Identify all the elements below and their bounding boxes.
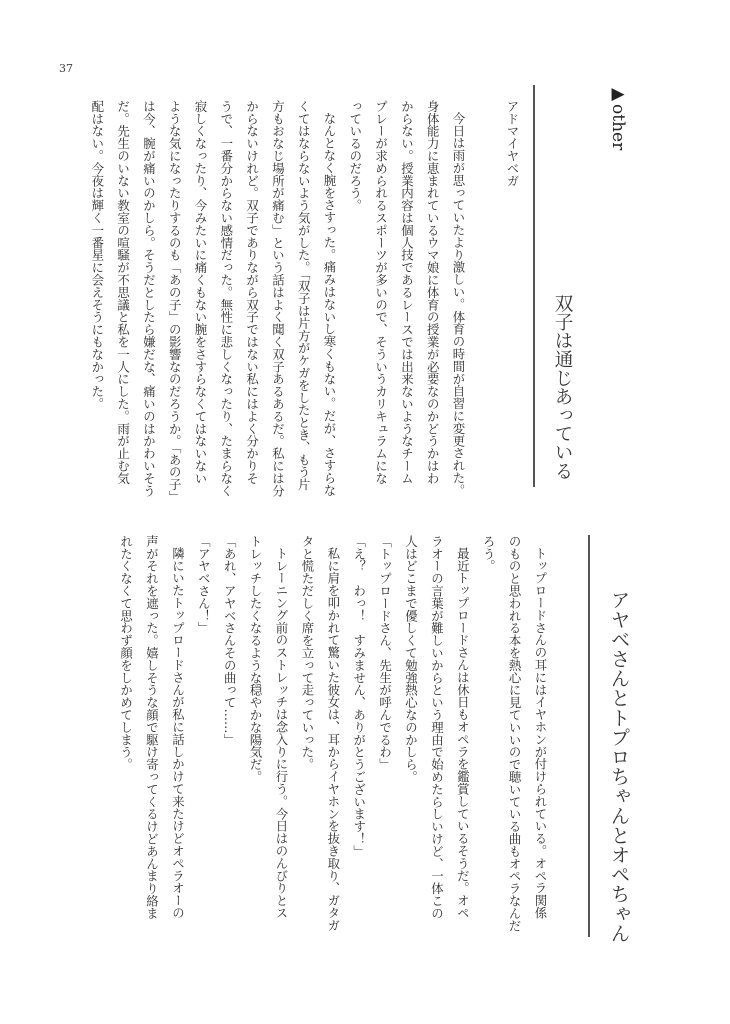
text-line: 寂しくなったり、今みたいに痛くもない腕をさすらなくてはないない [193, 100, 208, 485]
story-author: アドマイヤベガ [505, 100, 520, 187]
text-line: っているのだろう。 [347, 100, 363, 212]
text-line: ろう。 [481, 535, 497, 573]
text-line: 方もおなじ場所が痛む」という話はよく聞く双子あるあるだ。私には分 [270, 100, 286, 497]
text-line: からない。授業内容は個人技であるレースでは出来ないようなチーム [399, 100, 415, 485]
story-title-top: 双子は通じあっている [552, 294, 573, 480]
text-line: だ。先生のいない教室の喧騒が不思議と私を一人にした。雨が止む気 [115, 100, 131, 485]
text-line: 「トップロードさん、先生が呼んでるわ」 [377, 535, 393, 771]
text-line: トレーニング前のストレッチは念入りに行う。今日はのんびりとス [274, 547, 289, 920]
text-line: 「え？ わっ！ すみません、ありがとうございます！」 [351, 535, 367, 858]
text-line: 私に肩を叩かれて驚いた彼女は、耳からイヤホンを抜き取り、ガタガ [325, 547, 341, 932]
text-line: くてはならないよう気がした。「双子は片方がケガをしたとき、もう片 [296, 100, 312, 491]
text-line: トレッチしたくなるような穏やかな陽気だ。 [248, 535, 264, 783]
text-line: 人はどこまで優しくて勉強熱心なのかしら。 [403, 535, 419, 783]
text-line: ような気になったりするのも「あの子」の影響なのだろうか。「あの子」 [167, 100, 183, 503]
text-line: 最近トップロードさんは休日もオペラを鑑賞しているそうだ。オペ [455, 547, 471, 920]
section-divider-top [533, 85, 535, 487]
text-line: うで、一番分からない感情だった。無性に悲しくなったり、たまらなく [218, 100, 234, 497]
text-line: のものと思われる本を熱心に見ていいので聴いている曲もオペラなんだ [507, 535, 523, 932]
text-line: ラオーの言葉が難しいからという理由で始めたらしいけど、一体この [429, 535, 445, 920]
section-divider-bottom [588, 535, 590, 937]
text-line: からないけれど。双子でありながら双子ではない私にはよく分かりそ [244, 100, 260, 485]
text-line: 声がそれを遮った。嬉しそうな顔で駆け寄ってくるけどあんまり絡ま [144, 535, 160, 920]
text-line: は今、腕が痛いのかしら。そうだとしたら嫌だな、痛いのはかわいそう [141, 100, 157, 497]
text-line: プレーが求められるスポーツが多いので、そういうカリキュラムにな [373, 100, 389, 485]
text-line: 「アヤベさん！」 [196, 535, 212, 635]
text-line: なんとなく腕をさすった。痛みはないし寒くもない。だが、さすらな [322, 112, 337, 497]
text-line: 配はない。今夜は輝く一番星に会えそうにもなかった。 [89, 100, 105, 410]
text-line: トップロードさんの耳にはイヤホンが付けられている。オペラ関係 [533, 547, 548, 920]
text-line: タと慌ただしく席を立って走っていった。 [299, 535, 315, 771]
text-line: 今日は雨が思っていたより激しい。体育の時間が自習に変更された。 [451, 112, 466, 497]
story-title-bottom: アヤベさんとトプロちゃんとオペちゃん [607, 590, 630, 943]
category-label: ▶other [608, 84, 628, 151]
text-line: 「あれ、アヤベさんその曲って……」 [222, 535, 238, 746]
text-line: れたくなくて思わず顔をしかめてしまう。 [118, 535, 134, 771]
text-line: 身体能力に恵まれているウマ娘に体育の授業が必要なのかどうかはわ [425, 100, 441, 485]
text-line: 隣にいたトップロードさんが私に話しかけて来たけどオペラオーの [170, 547, 186, 920]
page-number: 37 [59, 62, 73, 75]
